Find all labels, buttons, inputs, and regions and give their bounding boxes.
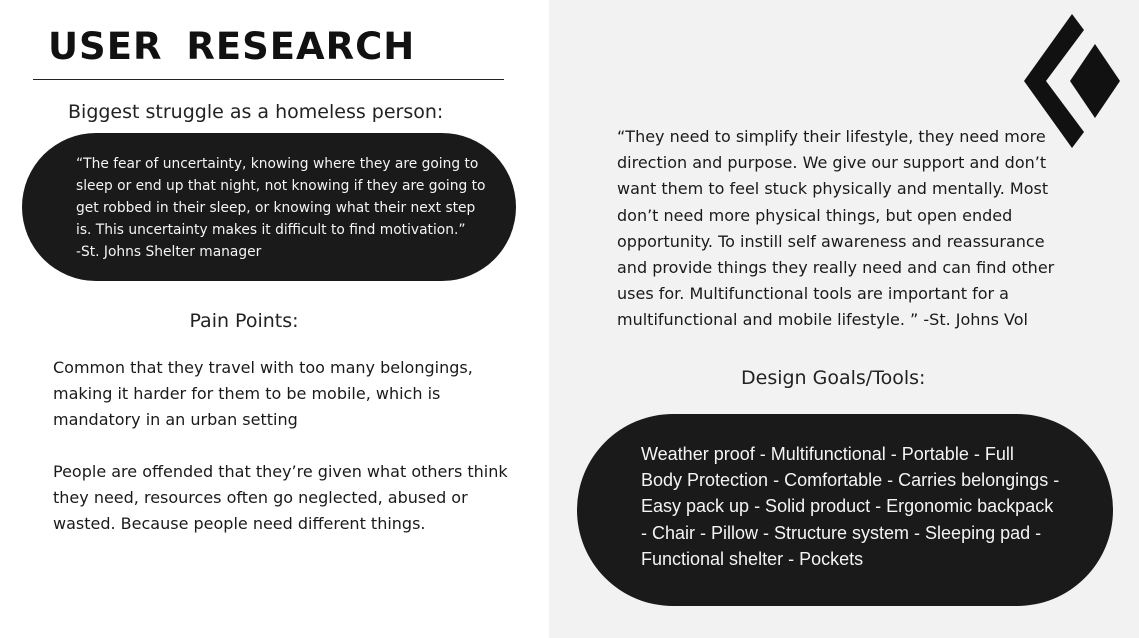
pain-point-line: mandatory in an urban setting bbox=[53, 410, 298, 429]
pain-point-paragraph-2 bbox=[53, 459, 508, 537]
struggle-heading: Biggest struggle as a homeless person: bbox=[68, 101, 444, 123]
shelter-quote-line: is. This uncertainty makes it difficult to find motivation.” bbox=[76, 222, 466, 238]
volunteer-quote-line: direction and purpose. We give our support and don’t bbox=[617, 153, 1047, 173]
shelter-quote-attribution: -St. Johns Shelter manager bbox=[76, 244, 262, 260]
title-underline bbox=[33, 79, 504, 80]
design-goals-heading: Design Goals/Tools: bbox=[741, 367, 926, 389]
shelter-quote-line: get robbed in their sleep, or knowing what their next step bbox=[76, 200, 476, 216]
pain-point-line: wasted. Because people need different things. bbox=[53, 514, 426, 533]
pain-point-line: People are offended that they’re given what others think bbox=[53, 462, 508, 481]
shelter-quote-line: “The fear of uncertainty, knowing where they are going to bbox=[76, 156, 479, 172]
pain-point-line: they need, resources often go neglected, abused or bbox=[53, 488, 468, 507]
pain-point-paragraph-1 bbox=[53, 355, 473, 433]
volunteer-quote-line: opportunity. To instill self awareness and reassurance bbox=[617, 231, 1045, 251]
design-goals-pill bbox=[577, 414, 1113, 606]
volunteer-quote-line: uses for. Multifunctional tools are important for a bbox=[617, 284, 1009, 304]
design-goals-line: Easy pack up - Solid product - Ergonomic backpack bbox=[641, 496, 1054, 517]
volunteer-quote-line: want them to feel stuck physically and mentally. Most bbox=[617, 179, 1049, 199]
logo-diamond-shape bbox=[1070, 44, 1120, 118]
design-goals-line: Body Protection - Comfortable - Carries belongings - bbox=[641, 470, 1060, 491]
pain-point-line: Common that they travel with too many belongings, bbox=[53, 358, 473, 377]
volunteer-quote bbox=[617, 124, 1054, 334]
design-goals-line: Weather proof - Multifunctional - Portable - Full bbox=[641, 444, 1014, 464]
volunteer-quote-line: “They need to simplify their lifestyle, they need more bbox=[617, 127, 1046, 146]
design-goals-line: - Chair - Pillow - Structure system - Sleeping pad - bbox=[641, 522, 1042, 543]
pain-points-heading: Pain Points: bbox=[189, 310, 299, 332]
design-goals-line: Functional shelter - Pockets bbox=[641, 548, 864, 569]
pain-point-line: making it harder for them to be mobile, which is bbox=[53, 384, 441, 403]
volunteer-quote-line: don’t need more physical things, but open ended bbox=[617, 205, 1013, 225]
page-title: USER RESEARCH bbox=[48, 25, 416, 68]
volunteer-quote-line: multifunctional and mobile lifestyle. ” -St. Johns Vol bbox=[617, 310, 1028, 330]
shelter-quote-pill bbox=[22, 133, 516, 281]
shelter-quote-line: sleep or end up that night, not knowing if they are going to bbox=[76, 178, 486, 194]
volunteer-quote-line: and provide things they really need and can find other bbox=[617, 258, 1055, 278]
